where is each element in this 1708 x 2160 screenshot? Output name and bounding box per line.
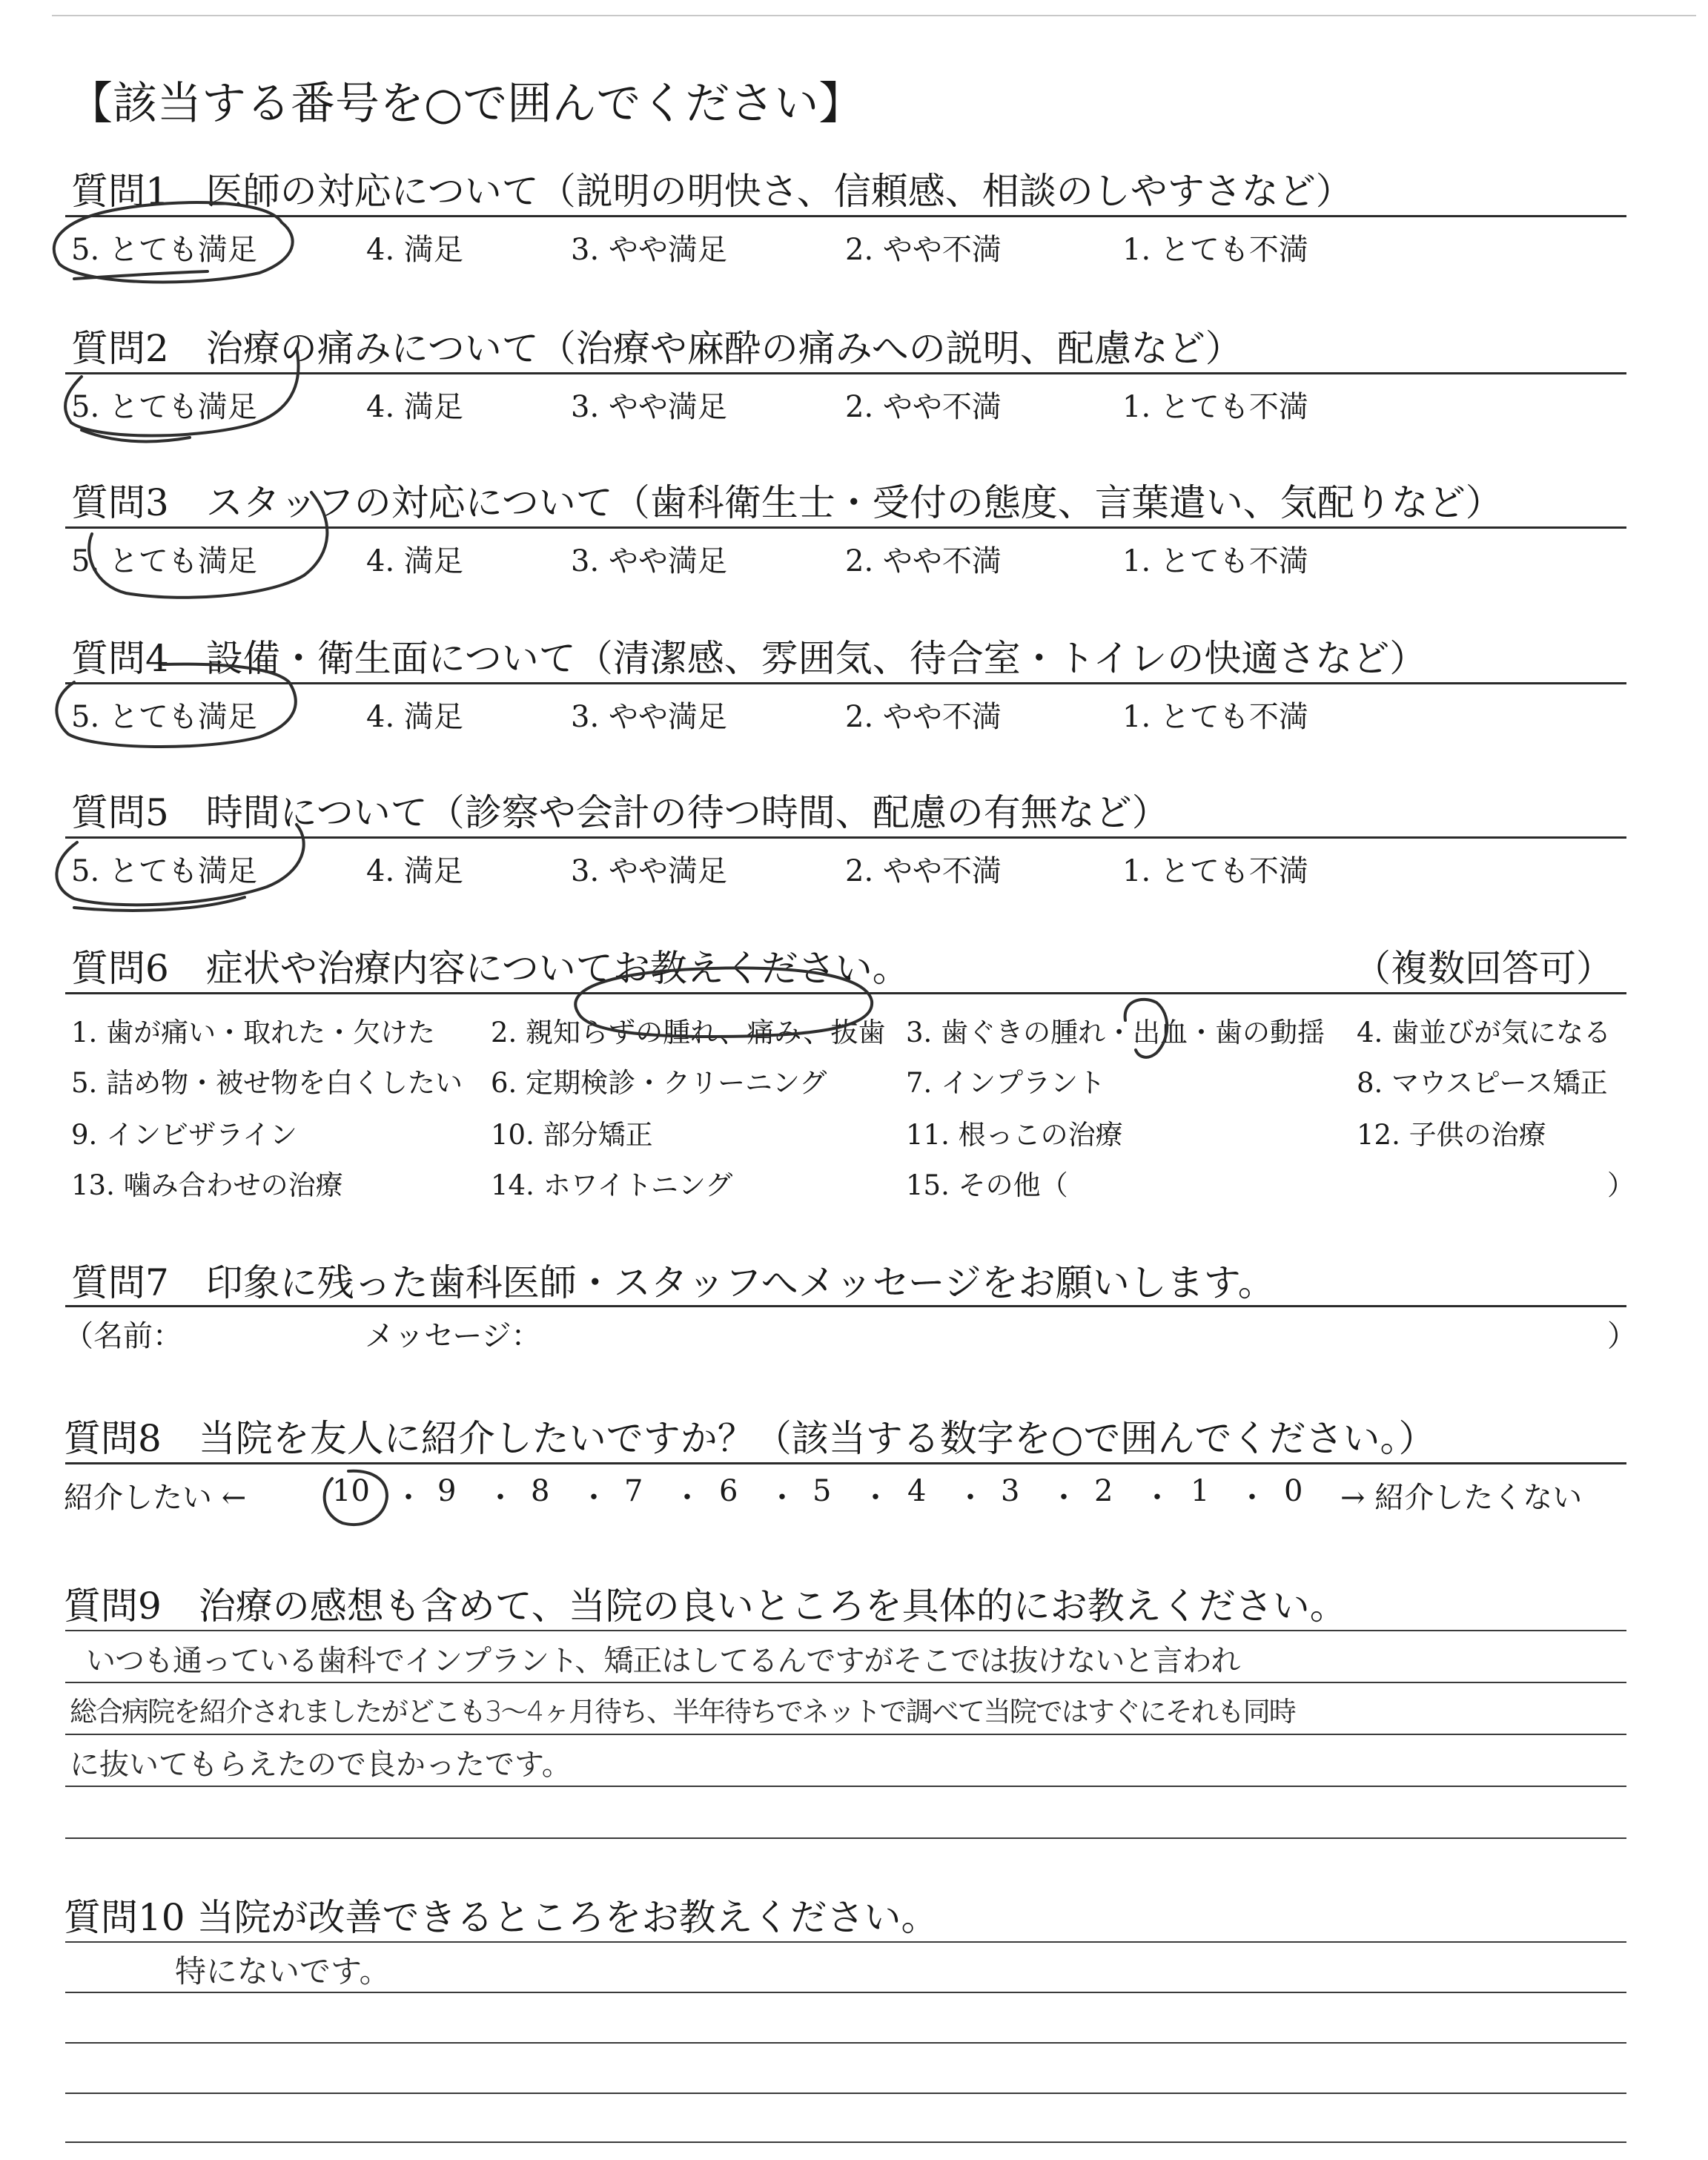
q5-option-3[interactable]: 3. やや満足: [571, 854, 727, 888]
q8-sep: ・: [1049, 1481, 1079, 1515]
q3-title: 質問3 スタッフの対応について（歯科衛生士・受付の態度、言葉遣い、気配りなど）: [71, 481, 1503, 524]
q8-sep: ・: [394, 1481, 423, 1515]
q6-option-1[interactable]: 1. 歯が痛い・取れた・欠けた: [71, 1017, 436, 1048]
q1-title: 質問1 医師の対応について（説明の明快さ、信頼感、相談のしやすさなど）: [71, 170, 1353, 213]
q6-option-2[interactable]: 2. 親知らずの腫れ、痛み、抜歯: [491, 1017, 886, 1048]
q6-selection-circle-3: [1125, 1000, 1168, 1057]
q8-sep: ・: [579, 1481, 609, 1515]
q6-selection-circle-2: [575, 968, 872, 1037]
q6-option-7[interactable]: 7. インプラント: [906, 1067, 1106, 1099]
q8-sep: ・: [861, 1481, 890, 1515]
q9-answer-line-1: いつも通っている歯科でインプラント、矯正はしてるんですがそこでは抜けないと言われ: [86, 1644, 1240, 1678]
q5-selection-circle: [56, 825, 303, 905]
q2-option-5[interactable]: 5. とても満足: [71, 390, 257, 424]
q8-score-1[interactable]: 1: [1191, 1474, 1210, 1508]
q4-option-3[interactable]: 3. やや満足: [571, 700, 727, 734]
q4-option-4[interactable]: 4. 満足: [366, 700, 463, 734]
q8-score-4[interactable]: 4: [907, 1474, 927, 1508]
q6-option-11[interactable]: 11. 根っこの治療: [906, 1119, 1123, 1151]
q8-score-7[interactable]: 7: [624, 1474, 643, 1508]
q4-option-5[interactable]: 5. とても満足: [71, 700, 257, 734]
q4-option-2[interactable]: 2. やや不満: [845, 700, 1002, 734]
q8-sep: ・: [486, 1481, 515, 1515]
q7-message-label: メッセージ：: [365, 1319, 541, 1353]
q6-other-close: ）: [1607, 1169, 1635, 1201]
q4-option-1[interactable]: 1. とても不満: [1122, 700, 1308, 734]
q3-option-1[interactable]: 1. とても不満: [1122, 544, 1308, 578]
q8-title: 質問8 当院を友人に紹介したいですか？（該当する数字を○で囲んでください。）: [64, 1417, 1436, 1460]
q9-answer-line-3: に抜いてもらえたので良かったです。: [70, 1748, 572, 1782]
q8-sep: ・: [672, 1481, 702, 1515]
q8-score-2[interactable]: 2: [1094, 1474, 1113, 1508]
q5-option-5[interactable]: 5. とても満足: [71, 854, 257, 888]
q8-sep: ・: [767, 1481, 797, 1515]
q7-name-label: （名前：: [64, 1319, 182, 1353]
q8-sep: ・: [1142, 1481, 1172, 1515]
q5-option-4[interactable]: 4. 満足: [366, 854, 463, 888]
q6-option-6[interactable]: 6. 定期検診・クリーニング: [491, 1067, 827, 1099]
instructions-header: 【該当する番号を○で囲んでください】: [68, 78, 864, 130]
q5-title: 質問5 時間について（診察や会計の待つ時間、配慮の有無など）: [71, 791, 1169, 834]
q2-option-4[interactable]: 4. 満足: [366, 390, 463, 424]
q2-title: 質問2 治療の痛みについて（治療や麻酔の痛みへの説明、配慮など）: [71, 327, 1242, 370]
q9-title: 質問9 治療の感想も含めて、当院の良いところを具体的にお教えください。: [64, 1585, 1347, 1628]
q1-option-5[interactable]: 5. とても満足: [71, 233, 257, 267]
q3-option-3[interactable]: 3. やや満足: [571, 544, 727, 578]
q8-score-9[interactable]: 9: [437, 1474, 457, 1508]
q6-option-13[interactable]: 13. 噛み合わせの治療: [71, 1169, 343, 1201]
q8-score-5[interactable]: 5: [812, 1474, 832, 1508]
q1-selection-circle-tail: [74, 271, 208, 279]
q8-score-10[interactable]: 10: [332, 1474, 370, 1508]
q6-multiple-note: （複数回答可）: [1354, 947, 1613, 990]
q8-left-label: 紹介したい ←: [64, 1481, 247, 1515]
q6-option-3[interactable]: 3. 歯ぐきの腫れ・出血・歯の動揺: [906, 1017, 1325, 1048]
q3-option-2[interactable]: 2. やや不満: [845, 544, 1002, 578]
q7-close-paren: ）: [1607, 1319, 1637, 1353]
q3-selection-circle: [89, 492, 327, 598]
q9-answer-line-2: 総合病院を紹介されましたがどこも3〜4ヶ月待ち、半年待ちでネットで調べて当院ではすぐにそれも同時: [70, 1696, 1295, 1728]
q4-selection-circle: [56, 664, 295, 747]
q8-sep: ・: [956, 1481, 985, 1515]
q6-option-8[interactable]: 8. マウスピース矯正: [1357, 1067, 1608, 1099]
q1-option-4[interactable]: 4. 満足: [366, 233, 463, 267]
q7-title: 質問7 印象に残った歯科医師・スタッフへメッセージをお願いします。: [71, 1261, 1275, 1304]
q3-option-5[interactable]: 5. とても満足: [71, 544, 257, 578]
q2-option-1[interactable]: 1. とても不満: [1122, 390, 1308, 424]
q8-right-label: → 紹介したくない: [1340, 1481, 1583, 1515]
q6-option-12[interactable]: 12. 子供の治療: [1357, 1119, 1546, 1151]
q1-option-2[interactable]: 2. やや不満: [845, 233, 1002, 267]
q1-option-3[interactable]: 3. やや満足: [571, 233, 727, 267]
q2-option-3[interactable]: 3. やや満足: [571, 390, 727, 424]
q8-score-8[interactable]: 8: [531, 1474, 550, 1508]
q1-selection-circle: [54, 202, 293, 282]
q8-score-6[interactable]: 6: [719, 1474, 738, 1508]
q6-option-15[interactable]: 15. その他（: [906, 1169, 1068, 1201]
q5-option-1[interactable]: 1. とても不満: [1122, 854, 1308, 888]
q5-option-2[interactable]: 2. やや不満: [845, 854, 1002, 888]
q3-option-4[interactable]: 4. 満足: [366, 544, 463, 578]
q8-sep: ・: [1237, 1481, 1267, 1515]
q6-option-4[interactable]: 4. 歯並びが気になる: [1357, 1017, 1612, 1048]
q6-option-5[interactable]: 5. 詰め物・被せ物を白くしたい: [71, 1067, 463, 1099]
q4-title: 質問4 設備・衛生面について（清潔感、雰囲気、待合室・トイレの快適さなど）: [71, 637, 1427, 680]
q6-option-14[interactable]: 14. ホワイトニング: [491, 1169, 733, 1201]
q6-option-9[interactable]: 9. インビザライン: [71, 1119, 297, 1151]
q8-score-0[interactable]: 0: [1284, 1474, 1303, 1508]
q10-title: 質問10 当院が改善できるところをお教えください。: [64, 1896, 939, 1939]
q8-selection-circle: [325, 1471, 387, 1525]
q2-option-2[interactable]: 2. やや不満: [845, 390, 1002, 424]
q6-option-10[interactable]: 10. 部分矯正: [491, 1119, 653, 1151]
q10-answer-line-1: 特にないです。: [175, 1953, 391, 1989]
q8-score-3[interactable]: 3: [1001, 1474, 1020, 1508]
q6-title: 質問6 症状や治療内容についてお教えください。: [71, 947, 910, 990]
q1-option-1[interactable]: 1. とても不満: [1122, 233, 1308, 267]
q2-selection-circle: [65, 349, 298, 436]
